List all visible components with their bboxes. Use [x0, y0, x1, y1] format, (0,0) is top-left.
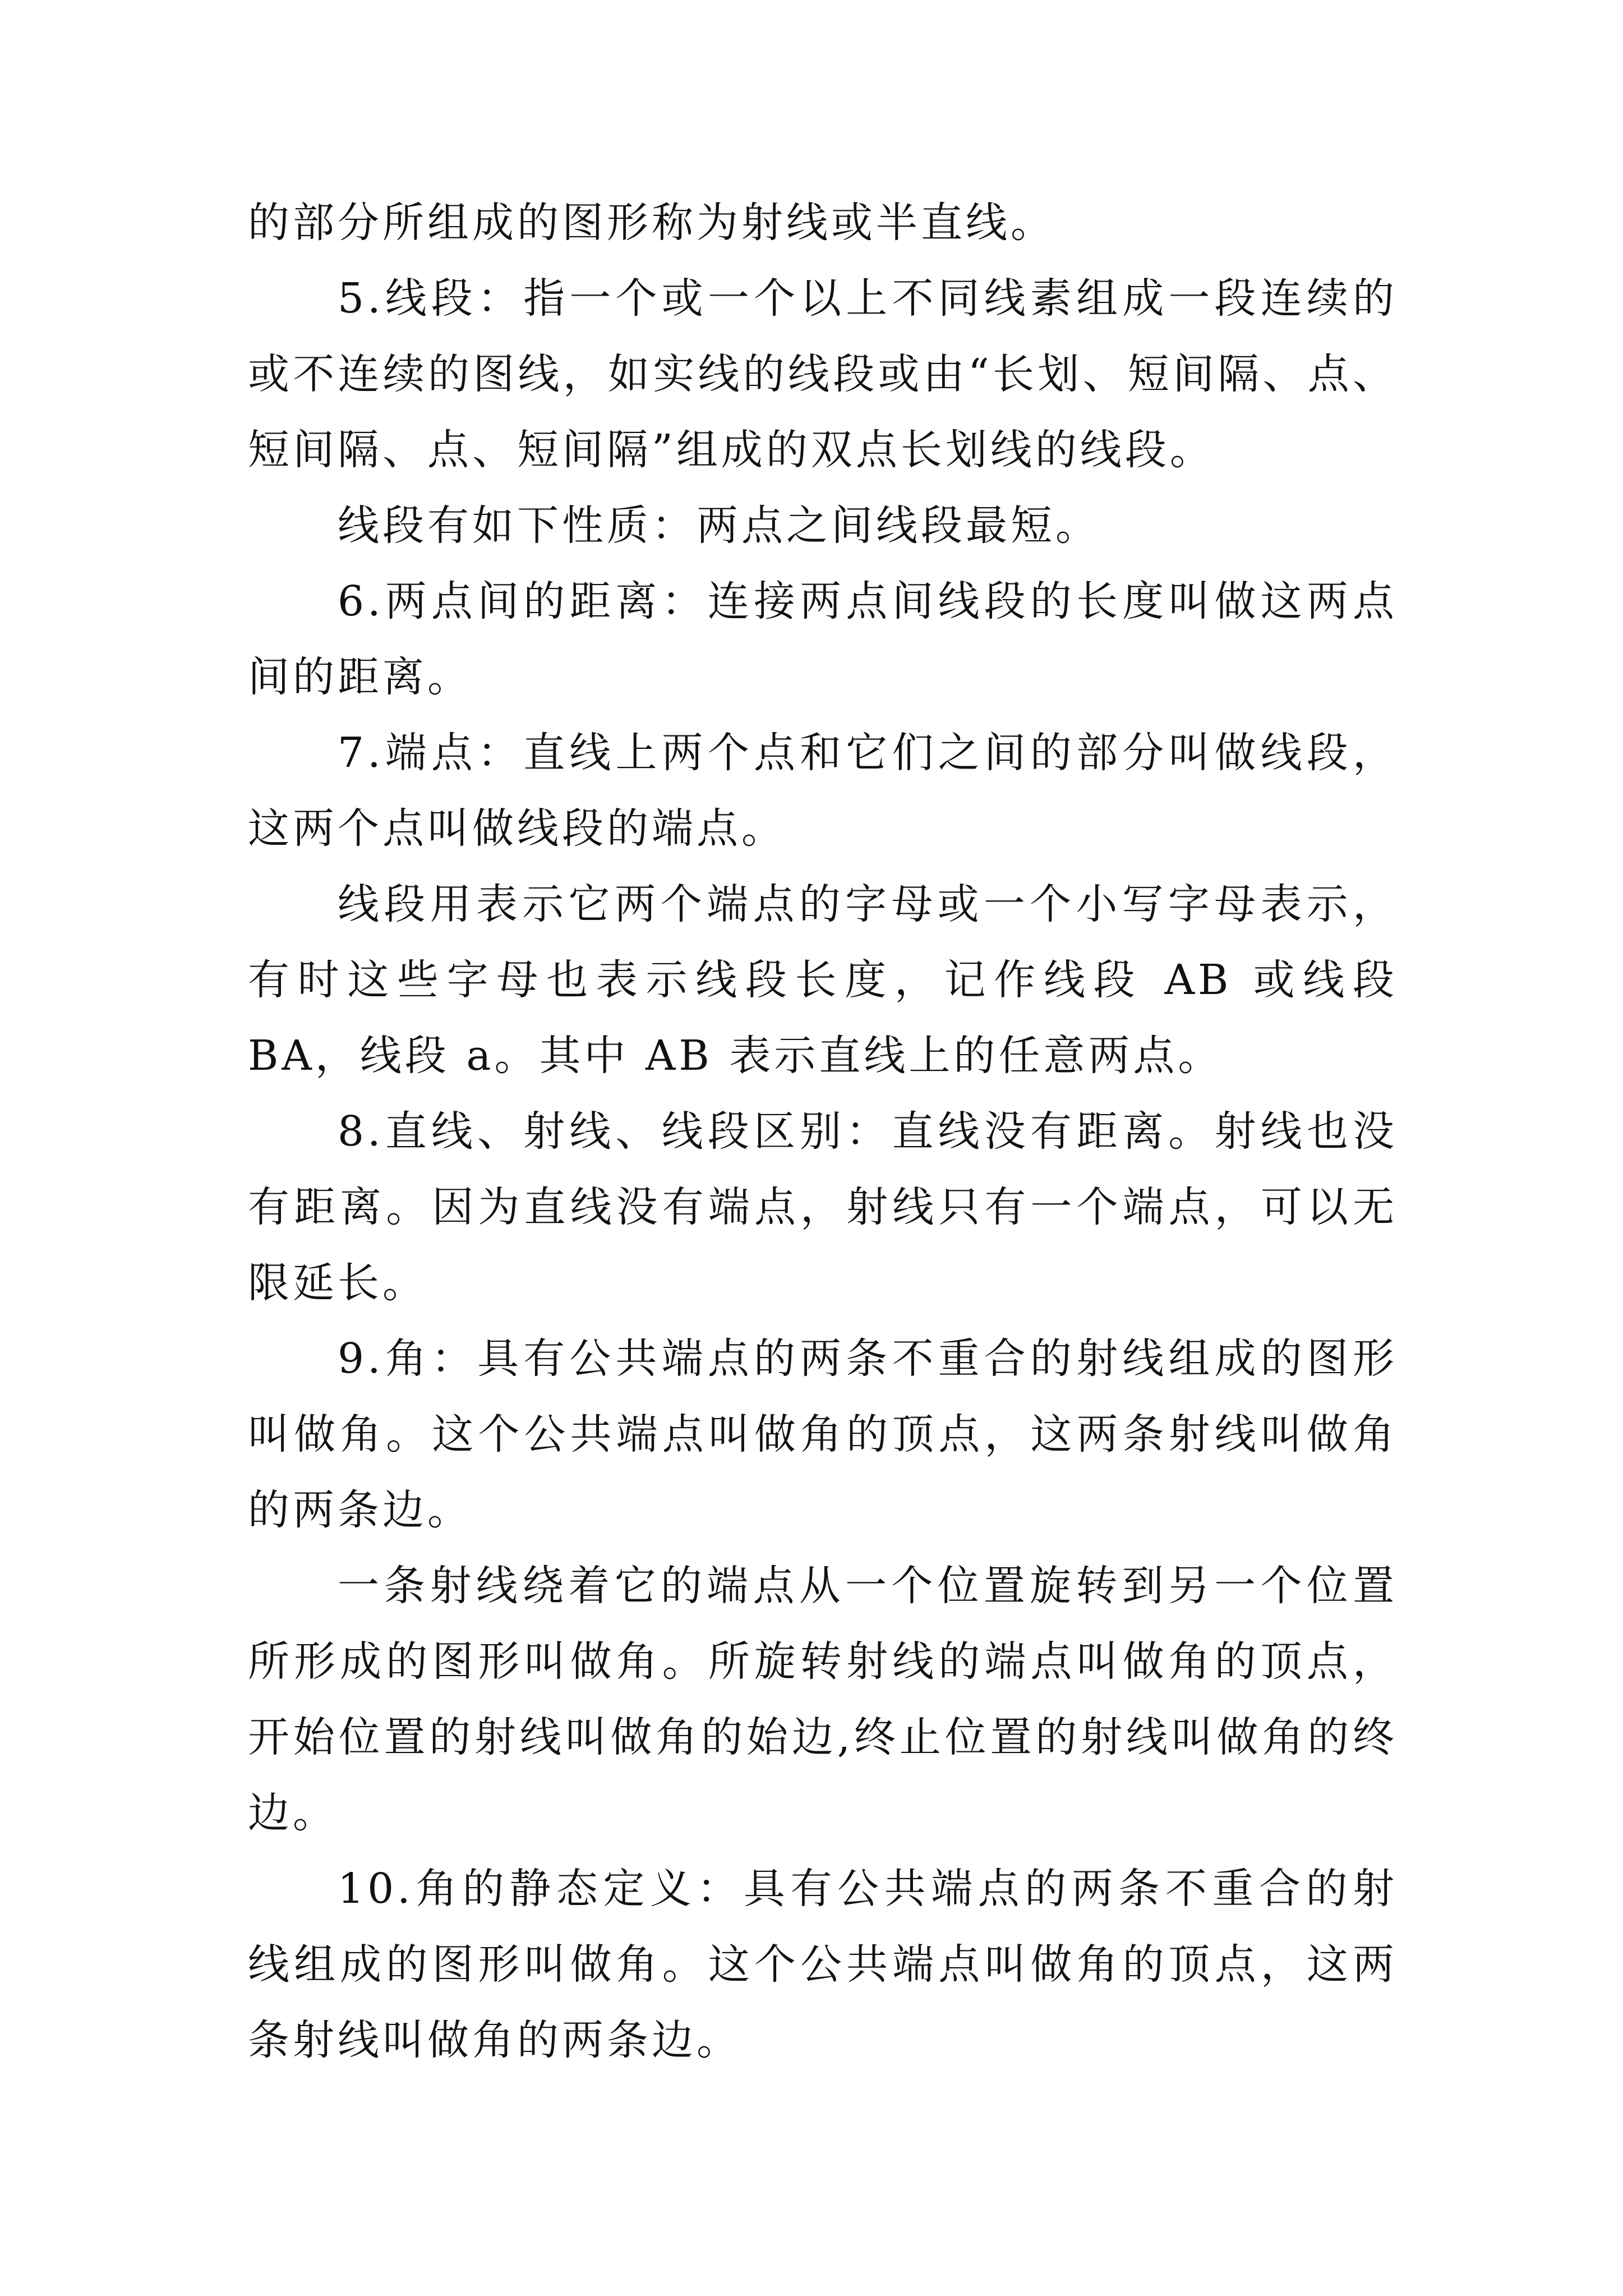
- paragraph-ray-definition-end: 的部分所组成的图形称为射线或半直线。: [248, 199, 1055, 247]
- paragraph-angle-definition: 9.角：具有公共端点的两条不重合的射线组成的图形叫做角。这个公共端点叫做角的顶点，这两条射线叫做角的两条边。: [248, 1335, 1398, 1534]
- paragraph-line-segment-definition: 5.线段：指一个或一个以上不同线素组成一段连续的或不连续的图线，如实线的线段或由“长划、短间隔、点、短间隔、点、短间隔”组成的双点长划线的线段。: [248, 274, 1398, 474]
- paragraph-endpoint-definition: 7.端点：直线上两个点和它们之间的部分叫做线段，这两个点叫做线段的端点。: [248, 729, 1398, 853]
- paragraph-angle-rotation-definition: 一条射线绕着它的端点从一个位置旋转到另一个位置所形成的图形叫做角。所旋转射线的端点叫做角的顶点，开始位置的射线叫做角的始边,终止位置的射线叫做角的终边。: [248, 1562, 1398, 1837]
- paragraph-distance-definition: 6.两点间的距离：连接两点间线段的长度叫做这两点间的距离。: [248, 577, 1398, 701]
- document-page: [248, 185, 1398, 2078]
- paragraph-line-ray-segment-difference: 8.直线、射线、线段区别：直线没有距离。射线也没有距离。因为直线没有端点，射线只有一个端点，可以无限延长。: [248, 1107, 1398, 1307]
- paragraph-segment-notation: 线段用表示它两个端点的字母或一个小写字母表示，有时这些字母也表示线段长度，记作线段 AB 或线段 BA，线段 a。其中 AB 表示直线上的任意两点。: [248, 880, 1398, 1080]
- paragraph-angle-static-definition: 10.角的静态定义：具有公共端点的两条不重合的射线组成的图形叫做角。这个公共端点叫做角的顶点，这两条射线叫做角的两条边。: [248, 1865, 1398, 2064]
- paragraph-line-segment-property: 线段有如下性质：两点之间线段最短。: [338, 501, 1100, 550]
